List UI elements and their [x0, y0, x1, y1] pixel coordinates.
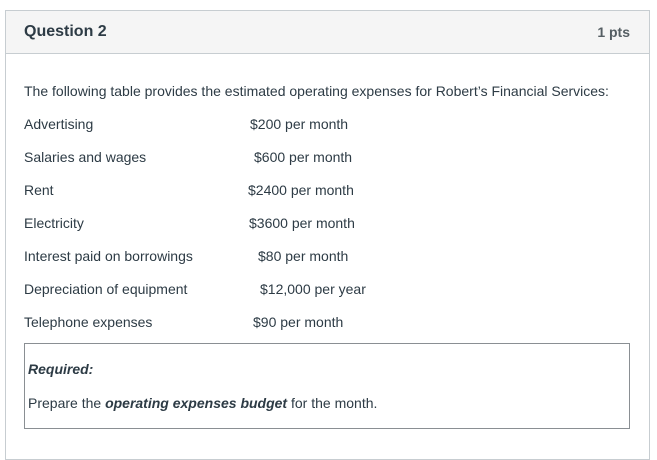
- question-body: [6, 53, 649, 459]
- question-header: [6, 11, 649, 54]
- expense-label: Depreciation of equipment: [24, 281, 188, 297]
- expense-label: Electricity: [24, 215, 84, 231]
- required-box: [24, 343, 630, 429]
- question-card: [5, 10, 650, 460]
- question-intro: The following table provides the estimated operating expenses for Robert’s Financial Services:: [24, 83, 609, 99]
- required-text-emphasis: operating expenses budget: [105, 395, 288, 411]
- expense-value: $200 per month: [250, 116, 349, 132]
- required-text: [28, 395, 377, 411]
- expense-label: Interest paid on borrowings: [24, 248, 193, 264]
- expense-value: $600 per month: [254, 149, 353, 165]
- question-points: 1 pts: [597, 24, 630, 40]
- expense-label: Advertising: [24, 116, 94, 132]
- required-text-before: Prepare the: [28, 395, 106, 411]
- expense-value: $12,000 per year: [260, 281, 366, 297]
- required-text-after: for the month.: [287, 395, 378, 411]
- question-title: Question 2: [24, 23, 107, 40]
- expense-value: $3600 per month: [249, 215, 355, 231]
- expense-label: Telephone expenses: [24, 314, 153, 330]
- expense-value: $2400 per month: [248, 182, 354, 198]
- expense-value: $80 per month: [258, 248, 349, 264]
- expense-label: Rent: [24, 182, 54, 198]
- required-title: Required:: [28, 361, 94, 377]
- expense-value: $90 per month: [253, 314, 344, 330]
- expense-label: Salaries and wages: [24, 149, 147, 165]
